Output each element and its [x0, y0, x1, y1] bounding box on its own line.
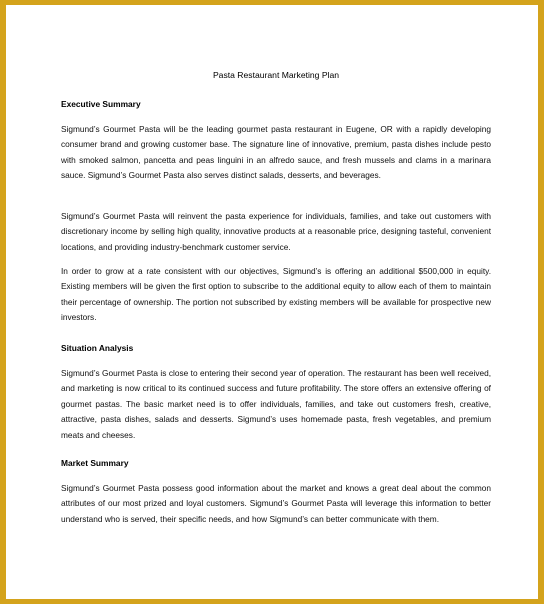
executive-summary-paragraph-3: In order to grow at a rate consistent with our objectives, Sigmund’s is offering an additional $500,000 in equity. Existing members will be given the first option to subscribe to the additional equity to allow each of them to maintain their percentage of ownership. The portion not subscribed by existing members will be available for prospective new investors. [61, 266, 491, 323]
section-heading-situation-analysis: Situation Analysis [61, 343, 134, 353]
executive-summary-paragraph-2: Sigmund’s Gourmet Pasta will reinvent the pasta experience for individuals, families, and take out customers with discretionary income by selling high quality, innovative products at a reasonable price, designing tasteful, convenient locations, and providing industry-benchmark customer service. [61, 211, 491, 252]
document-title: Pasta Restaurant Marketing Plan [212, 70, 340, 80]
document-page [6, 5, 538, 599]
executive-summary-paragraph-1: Sigmund’s Gourmet Pasta will be the leading gourmet pasta restaurant in Eugene, OR with a rapidly developing consumer brand and growing customer base. The signature line of innovative, premium, pasta dishes include pesto with smoked salmon, pancetta and peas linguini in an alfredo sauce, and fresh mussels and clams in a marinara sauce. Sigmund’s Gourmet Pasta also serves distinct salads, desserts, and beverages. [61, 124, 491, 181]
section-heading-executive-summary: Executive Summary [61, 99, 141, 109]
situation-analysis-paragraph-1: Sigmund’s Gourmet Pasta is close to entering their second year of operation. The restaurant has been well received, and marketing is now critical to its continued success and future profitability. The store offers an extensive offering of gourmet pastas. The basic market need is to offer individuals, families, and take out customers fresh, creative, attractive, pasta dishes, salads and desserts. Sigmund’s uses homemade pasta, fresh vegetables, and premium meats and cheeses. [61, 368, 491, 440]
section-heading-market-summary: Market Summary [61, 458, 129, 468]
market-summary-paragraph-1: Sigmund’s Gourmet Pasta possess good information about the market and knows a great deal about the common attributes of our most prized and loyal customers. Sigmund’s Gourmet Pasta will leverage this information to better understand who is served, their specific needs, and how Sigmund’s can better communicate with them. [61, 483, 491, 524]
